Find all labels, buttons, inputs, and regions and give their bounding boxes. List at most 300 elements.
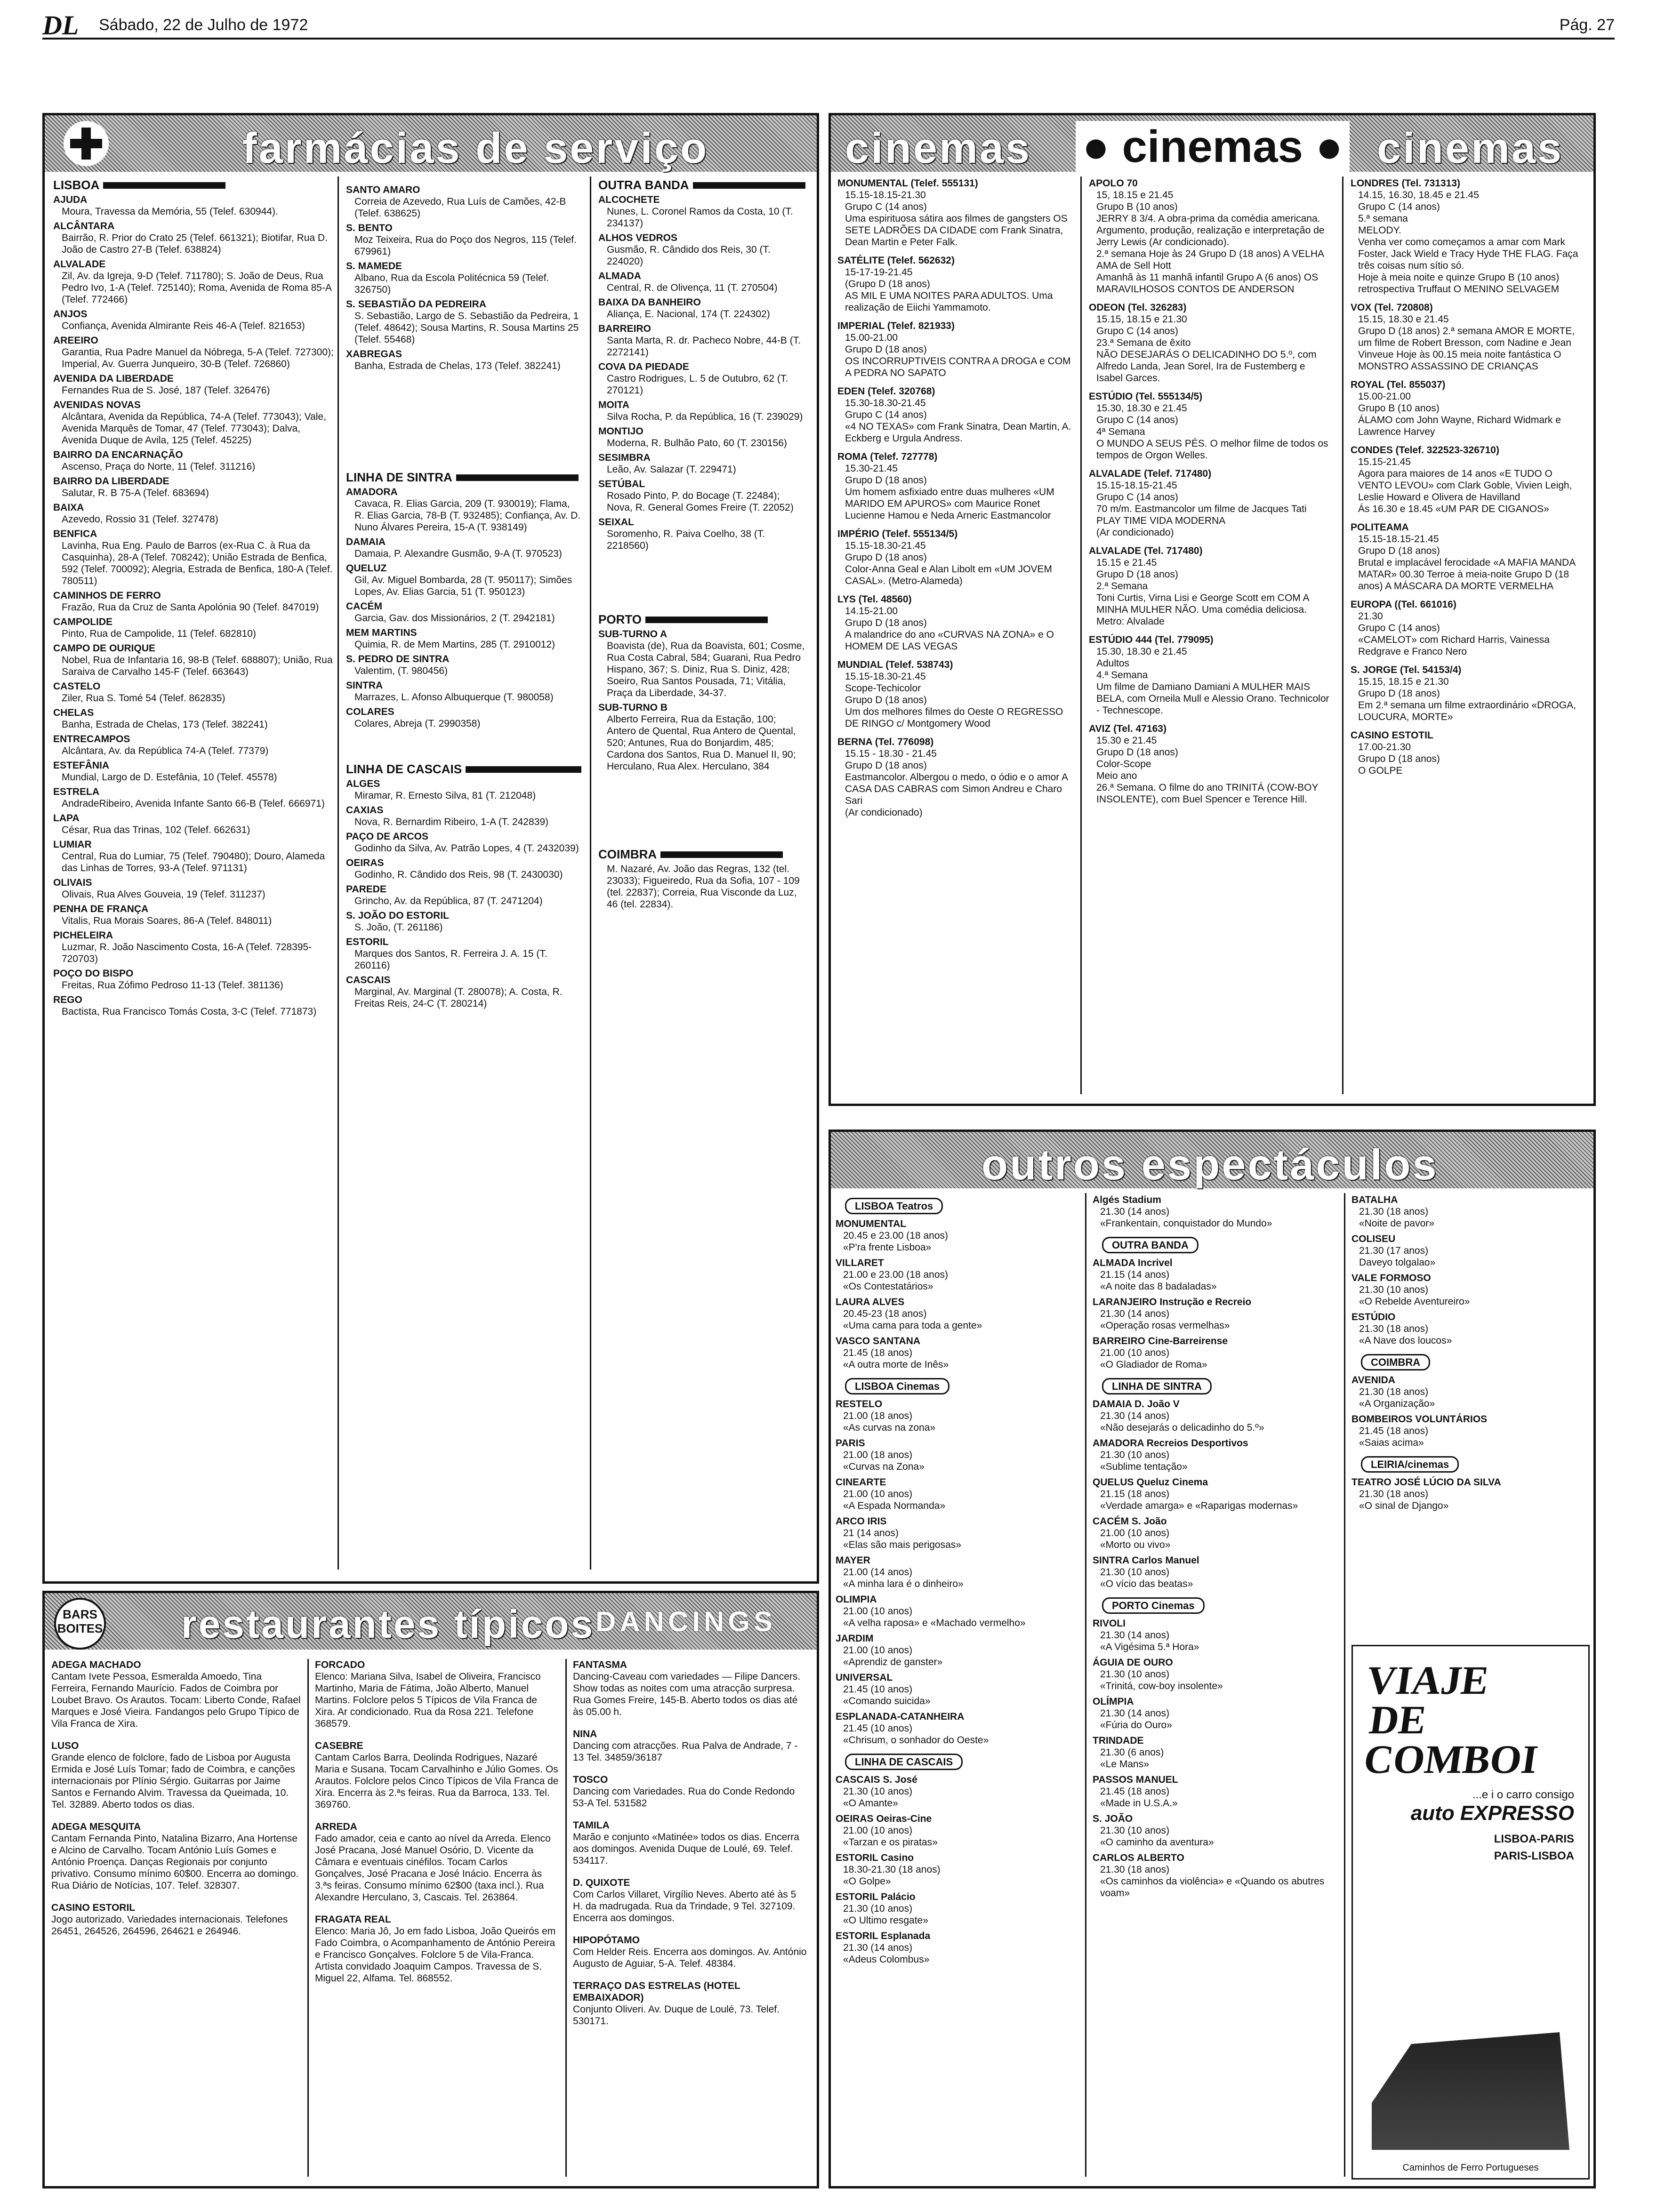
pharmacy-entry: Pinto, Rua de Campolide, 11 (Telef. 682810) [62, 628, 256, 639]
pharmacy-entry: S. Sebastião, Largo de S. Sebastião da Pedreira, 1 (Telef. 48642); Sousa Martins, R. Sousa Martins 25 (Telef. 55468) [354, 311, 579, 345]
pharmacy-area: CAMPO DE OURIQUE [53, 643, 156, 654]
cinema-name: APOLO 70 [1089, 178, 1138, 189]
cinema-detail: 70 m/m. Eastmancolor um filme de Jacques Tati PLAY TIME VIDA MODERNA [1096, 504, 1307, 526]
venue-name: D. QUIXOTE [573, 1877, 630, 1888]
pharmacy-entry: Mundial, Largo de D. Estefânia, 10 (Telef. 45578) [62, 772, 277, 783]
cinemas-title-text: cinemas [1122, 121, 1303, 172]
venue-name: ADEGA MESQUITA [51, 1821, 141, 1832]
ad-slogan: ...e i o carro consigo [1472, 1788, 1574, 1801]
venue-listing [1351, 1311, 1587, 1346]
venue-name: ÁGUIA DE OURO [1093, 1657, 1173, 1668]
pharmacy-area: PICHELEIRA [53, 930, 113, 941]
venue-listing [836, 1257, 1080, 1292]
cinema-detail: NÃO DESEJARÁS O DELICADINHO DO 5.º, com Alfredo Landa, Jean Sorel, Ira de Fustemberg e Isabel Garces. [1096, 349, 1317, 384]
pharmacy-area: POÇO DO BISPO [53, 968, 134, 979]
column-divider [1085, 1193, 1086, 2177]
cinema-detail: 4.ª Semana [1096, 670, 1148, 681]
pharmacy-entry: Freitas, Rua Zófimo Pedroso 11-13 (Telef. 381136) [62, 980, 283, 991]
venue-listing [836, 1633, 1080, 1668]
pharmacy-col-1 [53, 176, 336, 1019]
region-label: OUTRA BANDA [1102, 1237, 1199, 1253]
cinema-detail: (Grupo D (18 anos) [845, 279, 930, 289]
pharmacy-entry: Garcia, Gav. dos Missionários, 2 (T. 2942181) [354, 613, 555, 624]
venue-detail: 21.30 (18 anos) [1100, 1864, 1170, 1875]
venue-listing [315, 1914, 560, 1984]
pharmacy-entry: Moderna, R. Bulhão Pato, 60 (T. 230156) [607, 438, 787, 449]
column-divider [1342, 176, 1343, 1094]
pharmacy-area: ALVALADE [53, 259, 106, 270]
venue-name: MONUMENTAL [836, 1218, 907, 1229]
bars-col-3 [573, 1659, 808, 2037]
pharmacy-area: CASCAIS [346, 975, 391, 986]
cinema-detail: Meio ano [1096, 770, 1137, 781]
pharmacy-area: CAMPOLIDE [53, 617, 113, 627]
bars-boites-badge: BARS BOITES [54, 1598, 106, 1650]
venue-name: CARLOS ALBERTO [1093, 1852, 1184, 1863]
venue-listing [836, 1555, 1080, 1590]
venue-listing [1093, 1657, 1337, 1692]
venue-detail: «O caminho da aventura» [1100, 1837, 1214, 1848]
cinema-detail: Color-Anna Geal e Alan Libolt em «UM JOVEM CASAL». (Metro-Alameda) [845, 564, 1053, 586]
pharmacy-entry: Banha, Estrada de Chelas, 173 (Telef. 382241) [62, 719, 268, 730]
venue-name: OLIMPIA [836, 1594, 877, 1605]
venue-detail: «Comando suicida» [843, 1696, 931, 1707]
page-number: Pág. 27 [1559, 16, 1615, 34]
venue-listing [836, 1296, 1080, 1331]
pharmacy-entry: Albano, Rua da Escola Politécnica 59 (Telef. 326750) [354, 272, 549, 295]
venue-listing [836, 1335, 1080, 1370]
venue-detail: «A velha raposa» e «Machado vermelho» [843, 1618, 1026, 1628]
bars-list [573, 1659, 808, 2027]
cinema-detail: 15.15, 18.15 e 21.30 [1358, 676, 1449, 687]
pharmacy-area: ALHOS VEDROS [598, 232, 678, 243]
pharmacy-entry: Banha, Estrada de Chelas, 173 (Telef. 382241) [354, 361, 561, 371]
venue-detail: «P'ra frente Lisboa» [843, 1242, 932, 1253]
cinema-detail: ÁLAMO com John Wayne, Richard Widmark e Lawrence Harvey [1358, 415, 1561, 437]
cinema-detail: 15, 18.15 e 21.45 [1096, 190, 1174, 200]
cinema-detail: 15.15-18.15-21.45 [1096, 480, 1177, 491]
cinema-detail: Grupo C (14 anos) [1096, 492, 1178, 503]
venue-detail: 21.30 (10 anos) [843, 1786, 913, 1797]
venue-listing [836, 1813, 1080, 1848]
venue-name: BATALHA [1351, 1194, 1398, 1205]
venue-listing [1351, 1233, 1587, 1268]
venue-detail: «Elas são mais perigosas» [843, 1539, 961, 1550]
venue-name: LARANJEIRO Instrução e Recreio [1093, 1297, 1252, 1307]
column-divider [1344, 1193, 1345, 2177]
pharmacy-area: AVENIDA DA LIBERDADE [53, 373, 174, 384]
pharmacy-area: AVENIDAS NOVAS [53, 400, 141, 410]
venue-detail: 21.30 (10 anos) [1100, 1567, 1170, 1578]
venue-detail: 21.00 (10 anos) [843, 1489, 913, 1499]
cinema-detail: 15.15 - 18.30 - 21.45 [845, 748, 937, 759]
pharmacy-area: SESIMBRA [598, 452, 651, 463]
cinema-detail: Grupo C (14 anos) [1096, 326, 1178, 337]
cinema-detail: Grupo D (18 anos) [1096, 569, 1178, 580]
cinema-name: ALVALADE (Telef. 717480) [1089, 468, 1212, 479]
pharmacy-area: OEIRAS [346, 858, 384, 868]
venue-detail: 21.00 (18 anos) [843, 1411, 913, 1421]
venue-listing [1093, 1515, 1337, 1551]
venue-name: CASEBRE [315, 1740, 363, 1751]
venue-name: AMADORA Recreios Desportivos [1093, 1438, 1248, 1449]
pharmacy-entry: Bairrão, R. Prior do Crato 25 (Telef. 661321); Biotifar, Rua D. João de Castro 27-B (Telef. 638824) [62, 232, 328, 255]
venue-detail: 21.45 (18 anos) [843, 1347, 913, 1358]
cinema-detail: Ás 16.30 e 18.45 «UM PAR DE CIGANOS» [1358, 504, 1549, 514]
cinema-detail: Adultos [1096, 658, 1130, 669]
venue-description: Dancing com Variedades. Rua do Conde Redondo 53-A Tel. 531582 [573, 1786, 795, 1809]
cinema-detail: Grupo D (18 anos) [845, 475, 927, 486]
venue-detail: 21.30 (18 anos) [1359, 1323, 1429, 1334]
pharmacies-banner [45, 115, 817, 172]
pharmacy-entry: S. João, (T. 261186) [354, 922, 443, 933]
venue-detail: «Saias acima» [1359, 1437, 1424, 1448]
ad-brand: auto EXPRESSO [1410, 1802, 1574, 1825]
pharmacy-entry: Colares, Abreja (T. 2990358) [354, 718, 481, 729]
pharmacy-area: COLARES [346, 706, 394, 717]
venue-detail: 21.00 (18 anos) [843, 1450, 913, 1460]
venue-detail: «Operação rosas vermelhas» [1100, 1320, 1230, 1331]
venue-name: FANTASMA [573, 1659, 627, 1670]
cinema-detail: Grupo D (18 anos) [845, 617, 927, 628]
venue-detail: «Verdade amarga» e «Raparigas modernas» [1100, 1500, 1298, 1511]
venue-detail: 21.45 (10 anos) [843, 1723, 913, 1734]
cinema-detail: 2.ª Semana [1096, 581, 1148, 592]
cinema-detail: MELODY. [1358, 225, 1401, 236]
venue-detail: «Trinitá, cow-boy insolente» [1100, 1681, 1223, 1691]
pharmacy-entry: Marginal, Av. Marginal (T. 280078); A. Costa, R. Freitas Reis, 24-C (T. 280214) [354, 986, 563, 1009]
pharmacy-area: S. MAMEDE [346, 261, 402, 272]
venue-listing [1351, 1272, 1587, 1307]
pharmacy-area: BAIXA DA BANHEIRO [598, 297, 701, 308]
cinema-detail: Amanhã às 11 manhã infantil Grupo A (6 anos) OS MARAVILHOSOS CONTOS DE ANDERSON [1096, 272, 1319, 295]
pharmacy-area: MONTIJO [598, 426, 643, 437]
venue-listing [1093, 1296, 1337, 1331]
pharmacy-entry: Cavaca, R. Elias Garcia, 209 (T. 930019); Flama, R. Elias Garcia, 78-B (T. 932485); Confiança, Av. D. Nuno Álvares Pereira, 15-A (T. 938149) [354, 498, 581, 533]
pharmacy-list [53, 194, 336, 1018]
cinema-detail: OS INCORRUPTIVEIS CONTRA A DROGA e COM A PEDRA NO SAPATO [845, 356, 1071, 378]
venue-description: Com Carlos Villaret, Virgílio Neves. Aberto até às 5 H. da madrugada. Rua da Trindade, 9 Tel. 327109. Encerra aos domingos. [573, 1889, 796, 1923]
ad-headline-1: VIAJE [1364, 1658, 1492, 1703]
venue-listing [1351, 1374, 1587, 1410]
venue-detail: 21.45 (18 anos) [1100, 1786, 1170, 1797]
venue-name: HIPOPÓTAMO [573, 1935, 640, 1946]
cinema-name: ROMA (Telef. 727778) [837, 451, 938, 462]
cinema-detail: Venha ver como começamos a amar com Mark Foster, Jack Wield e Tracy Hyde THE FLAG. Faça três coisas num sítio só. [1358, 237, 1578, 271]
pharmacy-area: AREEIRO [53, 335, 98, 346]
venue-detail: 21.30 (14 anos) [1100, 1630, 1170, 1641]
pharmacy-area: LUMIAR [53, 839, 92, 850]
pharmacy-area: S. JOÃO DO ESTORIL [346, 910, 449, 921]
venue-detail: 21.30 (10 anos) [1100, 1450, 1170, 1460]
cinema-listing [837, 659, 1073, 729]
pharmacy-area: ALCÂNTARA [53, 221, 115, 232]
cinema-listing [837, 385, 1073, 444]
pharmacy-entry: Nobel, Rua de Infantaria 16, 98-B (Telef. 688807); União, Rua Saraiva de Carvalho 145-F (Telef. 663643) [62, 655, 333, 677]
pharmacy-entry: Leão, Av. Salazar (T. 229471) [607, 464, 736, 475]
venue-detail: 21.30 (17 anos) [1359, 1245, 1429, 1256]
venue-detail: «A Organização» [1359, 1398, 1435, 1409]
cinema-detail: 26.ª Semana. O filme do ano TRINITÁ (COW-BOY INSOLENTE), com Buel Spencer e Terence Hill. [1096, 782, 1319, 805]
venue-listing [1093, 1852, 1337, 1899]
venue-name: AVENIDA [1351, 1375, 1395, 1386]
venue-detail: «Sublime tentação» [1100, 1461, 1188, 1472]
pharmacy-area: ESTEFÂNIA [53, 760, 110, 771]
cinema-name: ESTÚDIO 444 (Tel. 779095) [1089, 634, 1214, 645]
pharmacy-area: REGO [53, 994, 82, 1005]
venue-listing [51, 1902, 301, 1937]
venue-listing [836, 1711, 1080, 1746]
cinema-detail: Grupo C (14 anos) [845, 409, 927, 420]
venue-detail: 21.30 (14 anos) [1100, 1708, 1170, 1719]
pharmacy-entry: Nunes, L. Coronel Ramos da Costa, 10 (T. 234137) [607, 206, 793, 229]
region-label: LEIRIA/cinemas [1361, 1456, 1459, 1473]
venue-name: ESTORIL Casino [836, 1852, 914, 1863]
pharmacy-area: BARREIRO [598, 323, 652, 334]
venue-detail: 21.45 (10 anos) [843, 1684, 913, 1695]
venue-name: LUSO [51, 1740, 79, 1751]
cinemas-title-center: ● cinemas ● [1076, 121, 1350, 173]
venue-listing [573, 1934, 808, 1970]
venue-description: Cantam Carlos Barra, Deolinda Rodrigues, Nazaré Maria e Susana. Tocam Carvalhinho e Júlio Gomes. Os Arautos. Folclore pelos Cinco Típicos de Vila Franca de Xira. Encerra às 2.ªs feiras. Rua da Barroca, 133. Tel. 369760. [315, 1752, 559, 1810]
venue-name: OEIRAS Oeiras-Cine [836, 1813, 932, 1824]
venue-listing [573, 1728, 808, 1763]
venue-name: FRAGATA REAL [315, 1914, 391, 1925]
venue-name: COLISEU [1351, 1234, 1396, 1244]
pharmacy-area: CACÉM [346, 601, 382, 612]
venue-detail: «O Amante» [843, 1798, 898, 1809]
cinema-detail: Um filme de Damiano Damiani A MULHER MAIS BELA, com Orneila Mull e Alessio Orano. Technicolor - Technescope. [1096, 681, 1329, 716]
venue-detail: 21.00 (10 anos) [1100, 1347, 1170, 1358]
venue-listing [1093, 1696, 1337, 1731]
venue-listing [1351, 1413, 1587, 1449]
bars-col-1 [51, 1659, 301, 1948]
cinema-col-3 [1351, 177, 1586, 783]
masthead [42, 9, 1615, 40]
venue-detail: 21.30 (10 anos) [843, 1903, 913, 1914]
venue-name: QUELUS Queluz Cinema [1093, 1477, 1208, 1488]
pharmacy-list [346, 486, 581, 729]
cinema-detail: 14.15-21.00 [845, 606, 898, 617]
cinema-listing [1351, 729, 1586, 777]
venue-name: BARREIRO Cine-Barreirense [1093, 1336, 1228, 1346]
cinema-listing [1351, 379, 1586, 438]
venue-detail: «O vício das beatas» [1100, 1579, 1193, 1589]
pharmacy-area: CASTELO [53, 681, 101, 692]
pharmacy-entry: Gil, Av. Miguel Bombarda, 28 (T. 950117); Simões Lopes, Av. Elias Garcia, 51 (T. 950123) [354, 575, 572, 597]
cinema-list [1351, 177, 1586, 777]
venue-detail: 18.30-21.30 (18 anos) [843, 1864, 941, 1875]
venue-description: Cantam Fernanda Pinto, Natalina Bizarro, Ana Hortense e Alcino de Carvalho. Tocam António Luís Gomes e António Proença. Danças Regionais por conjunto privativo. Consumo mínimo 60$00. Encerra ao domingo. Rua Diário de Notícias, 107. Telef. 328307. [51, 1833, 299, 1891]
cinema-listing [837, 255, 1073, 313]
venue-detail: 21.00 (10 anos) [843, 1606, 913, 1617]
issue-date: Sábado, 22 de Julho de 1972 [99, 16, 308, 34]
venue-description: Elenco: Mariana Silva, Isabel de Oliveira, Francisco Martinho, Maria de Fátima, João Alberto, Manuel Martins. Folclore pelos 5 Típicos de Vila Franca de Xira. Ar condicionado. Rua da Rosa 221. Telefone 368579. [315, 1671, 541, 1729]
cinema-listing [837, 593, 1073, 652]
venue-name: CINEARTE [836, 1477, 886, 1488]
venue-name: DAMAIA D. João V [1093, 1399, 1180, 1410]
pharmacy-entry: Lavinha, Rua Eng. Paulo de Barros (ex-Rua C. à Rua da Casquinha), 28-A (Telef. 708242); União Estrada de Benfica, 592 (Telef. 700092); Alegria, Estrada de Benfica, 180-A (Telef. 780511) [62, 540, 333, 586]
cinema-detail: Scope-Techicolor [845, 683, 921, 694]
column-divider [1080, 176, 1082, 1094]
cinema-name: S. JORGE (Tel. 54153/4) [1351, 665, 1462, 675]
venue-detail: «Noite de pavor» [1359, 1218, 1434, 1229]
venue-listing [1093, 1476, 1337, 1512]
cinema-detail: Toni Curtis, Virna Lisi e George Scott em COM A MINHA MULHER NÃO. Uma comédia deliciosa. [1096, 593, 1309, 615]
pharmacy-entry: Moura, Travessa da Memória, 55 (Telef. 630944). [62, 206, 278, 217]
cinema-detail: Grupo C (14 anos) [1096, 415, 1178, 425]
venue-detail: «O Rebelde Aventureiro» [1359, 1296, 1470, 1307]
cinema-name: MONUMENTAL (Telef. 555131) [837, 178, 978, 189]
outra-banda-heading: OUTRA BANDA [598, 179, 805, 191]
pharmacy-entry: Correia de Azevedo, Rua Luís de Camões, 42-B (Telef. 638625) [354, 196, 566, 219]
venue-detail: 20.45-23 (18 anos) [843, 1308, 927, 1319]
venue-name: TRINDADE [1093, 1735, 1144, 1746]
coimbra-heading: COIMBRA [598, 849, 805, 860]
pharmacy-entry: Gusmão, R. Cândido dos Reis, 30 (T. 224020) [607, 244, 771, 267]
cinemas-section [828, 113, 1596, 1106]
venue-listing [836, 1218, 1080, 1253]
cinema-listing [837, 528, 1073, 587]
pharmacies-section [42, 113, 819, 1584]
cinema-detail: 15.00-21.00 [845, 332, 898, 343]
cinema-detail: Grupo B (10 anos) [1358, 403, 1440, 414]
cinema-listing [837, 320, 1073, 379]
pharmacy-entry: Valentim, (T. 980456) [354, 665, 448, 676]
venue-listing [836, 1398, 1080, 1434]
venue-listing [1093, 1257, 1337, 1292]
pharmacy-area: SEIXAL [598, 517, 634, 528]
cinema-detail: Grupo D (18 anos) [845, 552, 927, 563]
pharmacy-area: LAPA [53, 813, 80, 824]
venue-description: Grande elenco de folclore, fado de Lisboa por Augusta Ermida e José Luís Tomar; fado de Coimbra, e canções internacionais por Plínio Sérgio. Guitarras por Jaime Santos e Fernando Alvim. Travessa da Queimada, 10. Tel. 32889. Aberto todos os dias. [51, 1752, 295, 1810]
venue-detail: «Chrisum, o sonhador do Oeste» [843, 1735, 989, 1746]
cinema-detail: «CAMELOT» com Richard Harris, Vainessa Redgrave e Franco Nero [1358, 634, 1550, 657]
cinema-detail: Grupo D (18 anos) [845, 344, 927, 355]
pharmacy-entry: Grincho, Av. da República, 87 (T. 2471204) [354, 896, 543, 906]
column-divider [590, 176, 591, 1570]
cinema-listing [1089, 391, 1334, 461]
pharmacy-list [598, 628, 805, 772]
pharmacy-area: OLIVAIS [53, 877, 92, 888]
cinema-detail: Uma espirituosa sátira aos filmes de gangsters OS SETE LADRÕES DA CIDADE com Frank Sinatra, Dean Martin e Peter Falk. [845, 213, 1068, 248]
pharmacy-area: BAIRRO DA ENCARNAÇÃO [53, 449, 183, 460]
venue-name: VILLARET [836, 1258, 884, 1268]
newspaper-logo: DL [42, 10, 79, 40]
cinema-detail: 15.15-21.45 [1358, 457, 1411, 467]
pharmacy-area: AMADORA [346, 487, 398, 497]
cinema-detail: 15-17-19-21.45 [845, 267, 913, 278]
pharmacy-entry: Quimia, R. de Mem Martins, 285 (T. 2910012) [354, 639, 555, 650]
venue-name: PARIS [836, 1438, 865, 1449]
pharmacy-entry: Damaia, P. Alexandre Gusmão, 9-A (T. 970523) [354, 548, 562, 559]
venue-listing [1351, 1194, 1587, 1229]
cinema-detail: 5.ª semana [1358, 213, 1408, 224]
pharmacy-area: AJUDA [53, 194, 88, 205]
venue-name: TOSCO [573, 1774, 608, 1785]
bars-col-2 [315, 1659, 560, 1995]
cinema-detail: Grupo C (14 anos) [1358, 623, 1440, 633]
venue-listing [836, 1930, 1080, 1965]
venue-listing [1093, 1437, 1337, 1473]
venue-detail: «A Nave dos loucos» [1359, 1335, 1452, 1346]
venue-detail: «Os Contestatários» [843, 1281, 933, 1292]
pharmacy-area: ENTRECAMPOS [53, 734, 130, 745]
cinema-name: ROYAL (Tel. 855037) [1351, 379, 1446, 390]
venue-detail: «A minha lara é o dinheiro» [843, 1579, 964, 1589]
pharmacy-entry: Olivais, Rua Alves Gouveia, 19 (Telef. 311237) [62, 889, 265, 900]
pharmacy-entry: Rosado Pinto, P. do Bocage (T. 22484); Nova, R. General Gomes Freire (T. 22052) [607, 490, 794, 513]
venue-listing [1351, 1476, 1587, 1512]
venue-detail: «O Gladiador de Roma» [1100, 1359, 1207, 1370]
venue-detail: «Curvas na Zona» [843, 1461, 925, 1472]
pharmacy-entry: Alcântara, Av. da República 74-A (Telef. 77379) [62, 745, 269, 756]
outros-col-1 [836, 1194, 1080, 1969]
pharmacy-entry: Frazão, Rua da Cruz de Santa Apolónia 90 (Telef. 847019) [62, 602, 319, 613]
venue-listing [1093, 1555, 1337, 1590]
venue-name: LAURA ALVES [836, 1297, 905, 1307]
venue-description: Dancing com atracções. Rua Palva de Andrade, 7 - 13 Tel. 34859/36187 [573, 1740, 798, 1763]
pharmacy-area: S. BENTO [346, 223, 393, 233]
venue-listing [1093, 1735, 1337, 1770]
pharmacy-entry: Luzmar, R. João Nascimento Costa, 16-A (Telef. 728395-720703) [62, 942, 312, 964]
cinema-detail: (Ar condicionado) [1096, 527, 1174, 538]
pharmacy-area: QUELUZ [346, 563, 387, 574]
venue-description: Cantam Ivete Pessoa, Esmeralda Amoedo, Tina Ferreira, Fernando Maurício. Fados de Coimbra por Loubet Bravo. Os Arautos. Tocam: Liberto Conde, Rafael Marques e José Vieira. Fandangos pelo Grupo Típico de Vila Franca de Xira. [51, 1671, 301, 1729]
venue-detail: «As curvas na zona» [843, 1422, 936, 1433]
pharmacy-area: BAIXA [53, 502, 84, 513]
pharmacy-entry: Godinho, R. Cândido dos Reis, 98 (T. 2430030) [354, 869, 563, 880]
cinema-col-1 [837, 177, 1073, 825]
sintra-heading: LINHA DE SINTRA [346, 472, 581, 483]
venue-name: TEATRO JOSÉ LÚCIO DA SILVA [1351, 1477, 1501, 1488]
venue-detail: 21.30 (10 anos) [1100, 1825, 1170, 1836]
cinema-name: ODEON (Tel. 326283) [1089, 302, 1187, 313]
venue-name: BOMBEIROS VOLUNTÁRIOS [1351, 1414, 1488, 1425]
region-label: LINHA DE CASCAIS [845, 1754, 963, 1770]
venue-detail: «Adeus Colombus» [843, 1954, 930, 1965]
lisboa-heading: LISBOA [53, 179, 336, 191]
venue-detail: «A noite das 8 badaladas» [1100, 1281, 1217, 1292]
cinema-detail: JERRY 8 3/4. A obra-prima da comédia americana. Argumento, produção, realização e interpretação de Jerry Lewis (Ar condicionado). [1096, 213, 1325, 248]
cinema-detail: 15.30, 18.30 e 21.45 [1096, 403, 1187, 414]
pharmacy-entry: Salutar, R. B 75-A (Telef. 683694) [62, 488, 209, 498]
venue-detail: 21.00 (10 anos) [1100, 1528, 1170, 1539]
pharmacy-entry: Azevedo, Rossio 31 (Telef. 327478) [62, 514, 218, 525]
pharmacy-area: SETÚBAL [598, 479, 645, 489]
venue-detail: «Uma cama para toda a gente» [843, 1320, 982, 1331]
pharmacy-area: PAREDE [346, 884, 386, 895]
venue-description: Fado amador, ceia e canto ao nível da Arreda. Elenco José Pracana, José Manuel Osório, D. Vicente da Câmara e eventuais cinéfilos. Tocam Carlos Gonçalves, José Pracana e José Inácio. Encerra às 3.ªs feiras. Consumo mínimo 62$00 (taxa incl.). Rua Alexandre Herculano, 3, Cascais. Tel. 263864. [315, 1833, 551, 1903]
cinema-list [837, 177, 1073, 818]
venue-name: NINA [573, 1729, 597, 1739]
pharmacy-area: COVA DA PIEDADE [598, 361, 689, 372]
pharmacy-list [346, 184, 581, 372]
venue-name: VALE FORMOSO [1351, 1273, 1431, 1283]
pharmacy-area: CAMINHOS DE FERRO [53, 590, 161, 601]
pharmacy-entry: César, Rua das Trinas, 102 (Telef. 662631) [62, 825, 250, 835]
pharmacy-entry: Marques dos Santos, R. Ferreira J. A. 15 (T. 260116) [354, 948, 547, 971]
train-advertisement [1351, 1645, 1590, 2180]
cinema-detail: Grupo B (10 anos) [1096, 201, 1178, 212]
venue-detail: 21.00 (14 anos) [843, 1567, 913, 1578]
pharmacy-area: SUB-TURNO A [598, 629, 668, 640]
cinema-detail: 15.30, 18.30 e 21.45 [1096, 646, 1187, 657]
pharmacy-area: BENFICA [53, 529, 97, 539]
pharmacy-entry: Alberto Ferreira, Rua da Estação, 100; Antero de Quental, Rua Antero de Quental, 520; Antunes, Rua do Bonjardim, 485; Cardona dos Santos, Rua D. Manuel II, 90; Herculano, Rua Alex. Herculano, 384 [607, 714, 796, 772]
venue-name: RIVOLI [1093, 1618, 1126, 1629]
venue-listing [573, 1819, 808, 1867]
